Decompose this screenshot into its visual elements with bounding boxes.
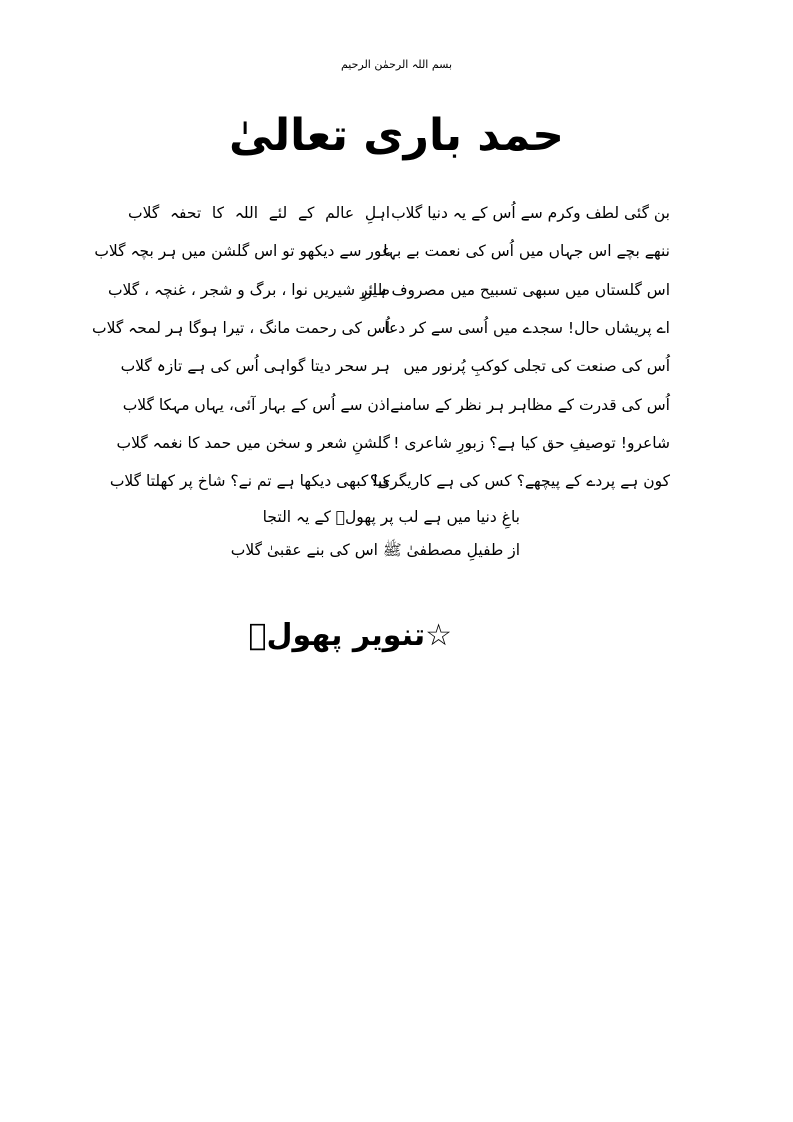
verse-second-line: اُس کی رحمت مانگ ، تیرا ہوگا ہر لمحہ گلاب bbox=[92, 319, 390, 338]
couplet bbox=[116, 424, 670, 462]
verse-first-line: اُس کی قدرت کے مظاہر ہر نظر کے سامنے bbox=[390, 395, 670, 414]
verse-first-line: اُس کی صنعت کی تجلی کوکبِ پُرنور میں bbox=[403, 357, 670, 376]
closing-first-line: باغِ دنیا میں ہے لب پر پھولؔ کے یہ التجا bbox=[262, 508, 520, 526]
couplet bbox=[122, 385, 670, 423]
couplet bbox=[94, 232, 670, 270]
verse-second-line: ہر سحر دیتا گواہی اُس کی ہے تازہ گلاب bbox=[120, 357, 390, 376]
verse-first-line: ننھے بچے اس جہاں میں اُس کی نعمت بے بہا bbox=[383, 242, 670, 261]
verse-first-line: بن گئی لطف وکرم سے اُس کے یہ دنیا گلاب bbox=[391, 204, 670, 223]
verse-first-line: کون ہے پردے کے پیچھے؟ کس کی ہے کاریگری؟ bbox=[369, 472, 670, 491]
couplet bbox=[128, 194, 670, 232]
verse-first-line: شاعرو! توصیفِ حق کیا ہے؟ زبورِ شاعری ! bbox=[393, 433, 670, 452]
closing-second-line: از طفیلِ مصطفیٰ ﷺ اس کی بنے عقبیٰ گلاب bbox=[230, 541, 520, 559]
couplet bbox=[109, 462, 670, 500]
couplet bbox=[92, 309, 670, 347]
bismillah-heading: بسم اللہ الرحمٰن الرحیم bbox=[340, 58, 453, 71]
poem-title: حمد باری تعالیٰ bbox=[229, 110, 564, 161]
verse-first-line: اے پریشاں حال! سجدے میں اُسی سے کر دعا bbox=[384, 319, 670, 338]
verse-second-line: طائرِ شیریں نوا ، برگ و شجر ، غنچہ ، گلاب bbox=[107, 280, 390, 299]
verse-second-line: گلشنِ شعر و سخن میں حمد کا نغمہ گلاب bbox=[116, 433, 390, 452]
closing-couplet bbox=[230, 508, 520, 572]
couplet bbox=[107, 271, 670, 309]
verse-second-line: اہلِ عالم کے لئے اللہ کا تحفہ گلاب bbox=[128, 204, 390, 223]
verse-second-line: غور سے دیکھو تو اس گلشن میں ہر بچہ گلاب bbox=[94, 242, 390, 261]
verse-second-line: کیا کبھی دیکھا ہے تم نے؟ شاخ پر کھلتا گلاب bbox=[109, 472, 390, 491]
poem-verses bbox=[92, 194, 670, 500]
poet-signature bbox=[248, 618, 452, 653]
couplet bbox=[120, 347, 670, 385]
star-icon: ☆ bbox=[425, 618, 452, 653]
poet-name: تنویر پھولؔ bbox=[248, 618, 426, 653]
verse-second-line: اذن سے اُس کے بہار آئی، یہاں مہکا گلاب bbox=[122, 395, 390, 414]
verse-first-line: اس گلستاں میں سبھی تسبیح میں مصروف ہیں bbox=[360, 280, 670, 299]
